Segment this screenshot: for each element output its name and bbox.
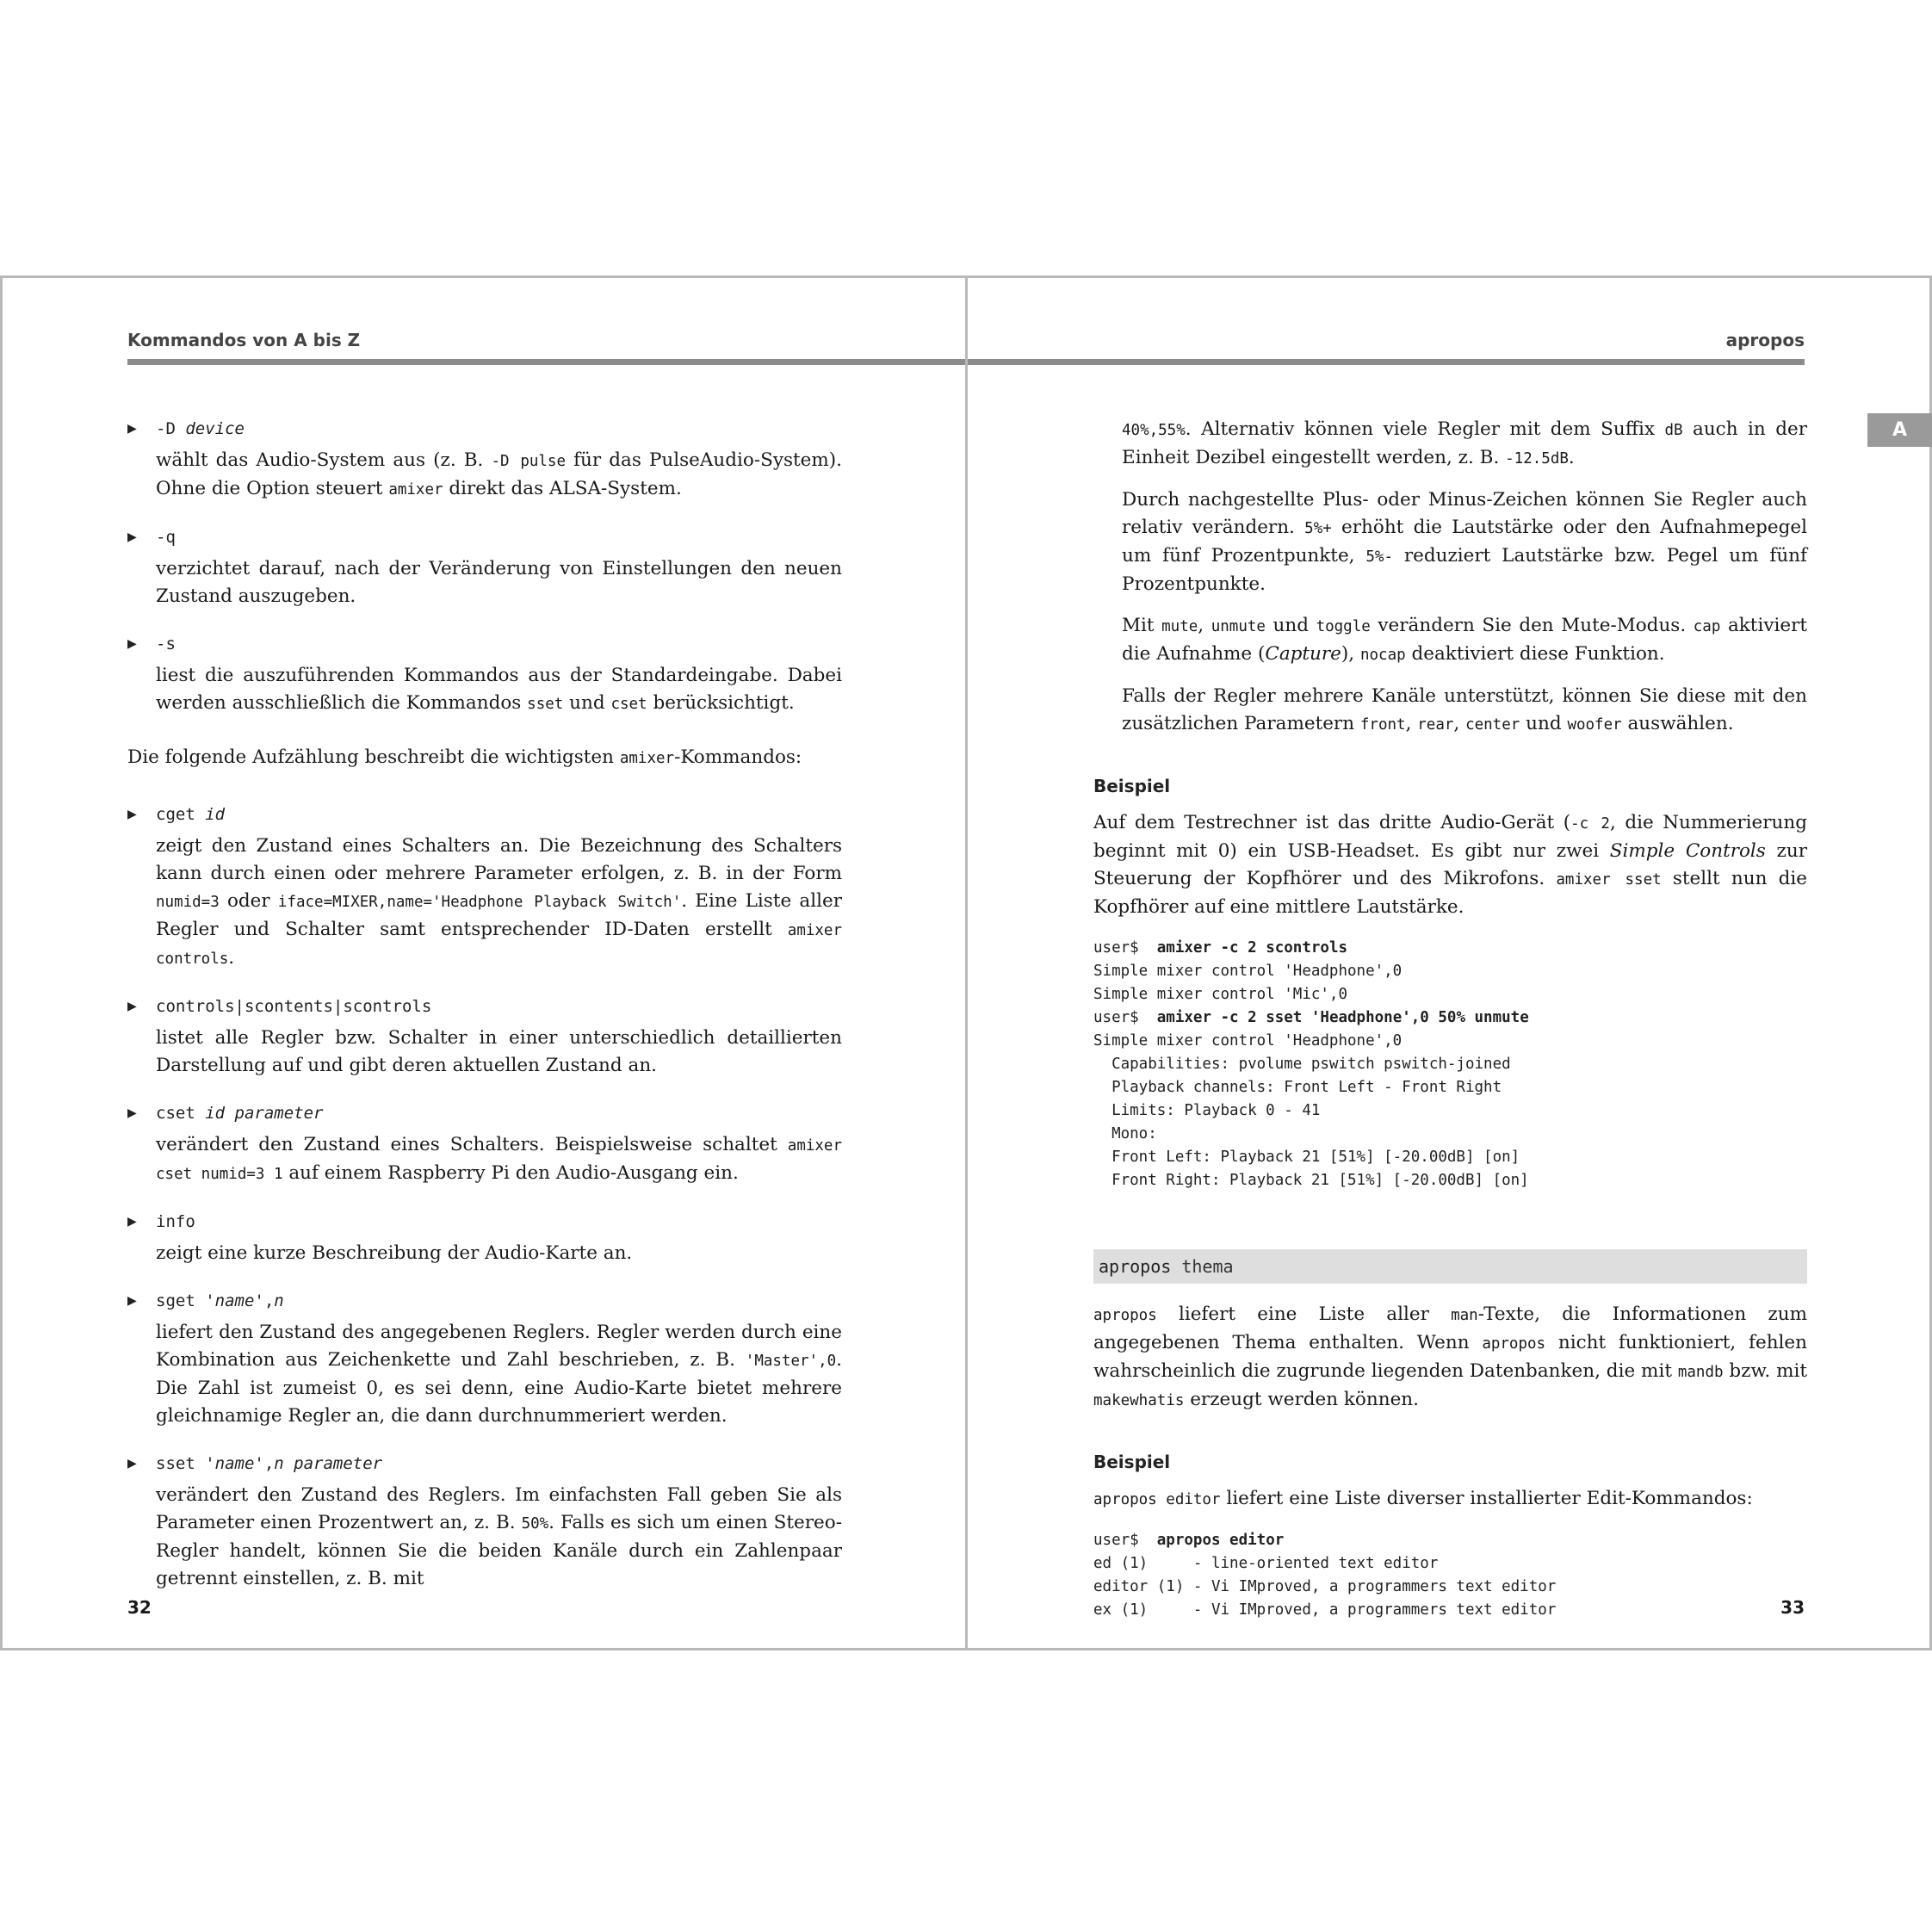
- inline-code: nocap: [1359, 647, 1406, 664]
- example-text: [1093, 809, 1807, 921]
- text-run: liefert eine Liste diverser installierter Edit-Kommandos:: [1220, 1488, 1753, 1509]
- inline-code: 5%-: [1365, 548, 1393, 566]
- left-column: [127, 416, 842, 1613]
- definition-item: [127, 1288, 842, 1430]
- text-run: Die folgende Aufzählung beschreibt die wichtigsten: [127, 746, 620, 768]
- inline-code: unmute: [1211, 618, 1266, 635]
- shell-output: Capabilities: pvolume pswitch pswitch-joined: [1093, 1056, 1511, 1073]
- text-run: , die Nummerierung beginnt mit 0) ein USB-Headset. Es gibt nur zwei: [1093, 812, 1807, 862]
- intro-paragraph: [127, 744, 842, 772]
- text-run: auf einem Raspberry Pi den Audio-Ausgang ein.: [282, 1162, 739, 1184]
- inline-code: makewhatis: [1093, 1392, 1185, 1409]
- inline-code: apropos: [1482, 1335, 1546, 1353]
- bullet-triangle-icon: ▶: [127, 530, 137, 544]
- text-run: zeigt den Zustand eines Schalters an. Die Bezeichnung des Schalters kann durch einen oder mehrere Parameter erfolgen, z. B. in der Form: [156, 835, 842, 884]
- text-run: verzichtet darauf, nach der Veränderung von Einstellungen den neuen Zustand auszugeben.: [156, 558, 842, 607]
- inline-code: amixer: [619, 750, 675, 767]
- bullet-triangle-icon: ▶: [127, 1000, 137, 1013]
- page-number: 32: [127, 1597, 152, 1618]
- shell-output: Front Right: Playback 21 [51%] [-20.00dB] [on]: [1093, 1172, 1529, 1189]
- command-name: apropos: [1099, 1256, 1172, 1277]
- command-description: [1093, 1301, 1807, 1415]
- thumb-index-tab: A: [1867, 413, 1932, 447]
- command-argument: thema: [1181, 1256, 1234, 1277]
- text-run: nicht funktioniert, fehlen wahrscheinlich die zugrunde liegenden Datenbanken, die mit: [1093, 1332, 1807, 1382]
- inline-code: apropos editor: [1093, 1491, 1221, 1508]
- inline-code: numid=3: [156, 894, 220, 911]
- bullet-triangle-icon: ▶: [127, 1294, 137, 1308]
- inline-code: 40%,55%: [1122, 422, 1186, 439]
- inline-code: mandb: [1677, 1364, 1724, 1381]
- emphasis: Simple Controls: [1609, 840, 1766, 862]
- running-header: Kommandos von A bis Z: [127, 330, 361, 350]
- body-paragraph: [1122, 416, 1807, 473]
- page-number: 33: [1780, 1597, 1805, 1618]
- shell-output: ex (1) - Vi IMproved, a programmers text editor: [1093, 1601, 1557, 1619]
- shell-command: amixer -c 2 sset 'Headphone',0 50% unmute: [1156, 1009, 1529, 1026]
- text-run: .: [228, 947, 235, 969]
- text-run: oder: [219, 890, 278, 912]
- text-run: . Alternativ können viele Regler mit dem Suffix: [1185, 418, 1665, 440]
- definition-body: [156, 1319, 842, 1430]
- inline-code: mute: [1161, 618, 1198, 635]
- shell-output: Playback channels: Front Left - Front Right: [1093, 1079, 1502, 1096]
- text-run: für das PulseAudio-System). Ohne die Option steuert: [156, 449, 843, 499]
- bullet-triangle-icon: ▶: [127, 1215, 137, 1229]
- shell-output: Mono:: [1093, 1125, 1157, 1142]
- inline-code: amixer cset numid=3 1: [156, 1137, 842, 1183]
- text-run: auswählen.: [1621, 713, 1734, 734]
- command-title-bar: [1093, 1249, 1807, 1284]
- text-run: listet alle Regler bzw. Schalter in einer unterschiedlich detaillierten Darstellung auf und gibt deren aktuellen Zustand an.: [156, 1027, 842, 1076]
- header-rule: [127, 359, 965, 365]
- right-column: [1093, 416, 1807, 1622]
- text-run: berücksichtigt.: [647, 692, 795, 714]
- text-run: wählt das Audio-System aus (z. B.: [156, 449, 492, 471]
- text-run: Falls der Regler mehrere Kanäle unterstützt, können Sie diese mit den zusätzlichen Parametern: [1122, 685, 1807, 734]
- text-run: verändert den Zustand des Reglers. Im einfachsten Fall geben Sie als Parameter einen Prozentwert an, z. B.: [156, 1484, 842, 1533]
- definition-item: [127, 1209, 842, 1267]
- bullet-triangle-icon: ▶: [127, 808, 137, 821]
- inline-code: iface=MIXER,name='Headphone Playback Switch': [277, 894, 682, 911]
- inline-code: amixer: [388, 481, 443, 498]
- shell-prompt: user$: [1093, 1532, 1157, 1549]
- definition-term: ▶ info: [127, 1209, 842, 1235]
- text-run: auch in der Einheit Dezibel eingestellt werden, z. B.: [1122, 418, 1807, 468]
- running-header: apropos: [1725, 330, 1805, 350]
- definition-term: ▶ controls|scontents|scontrols: [127, 994, 842, 1019]
- text-run: . Eine Liste aller Regler und Schalter samt entsprechender ID-Daten erstellt: [156, 890, 842, 940]
- inline-code: 5%+: [1304, 520, 1332, 537]
- text-run: aktiviert die Aufnahme (: [1122, 615, 1807, 665]
- shell-prompt: user$: [1093, 939, 1157, 957]
- definition-body: [156, 1240, 842, 1267]
- text-run: zur Steuerung der Kopfhörer und des Mikrofons.: [1093, 840, 1807, 889]
- right-page: [965, 276, 1932, 1650]
- definition-item: [127, 1100, 842, 1188]
- shell-output: Simple mixer control 'Mic',0: [1093, 986, 1348, 1003]
- text-run: ,: [1198, 615, 1211, 636]
- emphasis: Capture: [1265, 643, 1341, 665]
- option-list: [127, 416, 842, 718]
- text-run: erzeugt werden können.: [1184, 1389, 1419, 1410]
- text-run: reduziert Lautstärke bzw. Pegel um fünf Prozentpunkte.: [1122, 545, 1807, 595]
- shell-output: editor (1) - Vi IMproved, a programmers text editor: [1093, 1578, 1557, 1595]
- inline-code: cset: [610, 696, 647, 713]
- inline-code: amixer sset: [1556, 871, 1662, 889]
- inline-code: apropos: [1093, 1307, 1157, 1324]
- inline-code: man: [1451, 1307, 1478, 1324]
- definition-item: [127, 802, 842, 973]
- definition-term: ▶ -D device: [127, 416, 842, 442]
- example-heading: Beispiel: [1093, 1452, 1171, 1472]
- text-run: ,: [1453, 713, 1466, 734]
- shell-command: amixer -c 2 scontrols: [1156, 939, 1348, 957]
- text-run: ,: [1405, 713, 1418, 734]
- example-text: [1093, 1485, 1807, 1514]
- text-run: -Texte, die Informationen zum angegebenen Thema enthalten. Wenn: [1093, 1303, 1807, 1353]
- text-run: Auf dem Testrechner ist das dritte Audio-Gerät (: [1093, 812, 1571, 833]
- shell-output: Front Left: Playback 21 [51%] [-20.00dB] [on]: [1093, 1149, 1520, 1166]
- inline-code: -c 2: [1570, 815, 1610, 833]
- header-rule: [968, 359, 1805, 365]
- text-run: bzw. mit: [1723, 1360, 1807, 1382]
- text-run: .: [1568, 447, 1575, 468]
- inline-code: toggle: [1316, 618, 1371, 635]
- text-run: zeigt eine kurze Beschreibung der Audio-Karte an.: [156, 1242, 633, 1264]
- definition-body: [156, 1482, 842, 1593]
- text-run: liefert eine Liste aller: [1156, 1303, 1452, 1325]
- inline-code: -12.5dB: [1505, 450, 1569, 468]
- definition-term: ▶ -q: [127, 524, 842, 550]
- inline-code: rear: [1417, 716, 1454, 734]
- code-listing: [1093, 1529, 1807, 1622]
- inline-code: -D pulse: [491, 453, 567, 470]
- text-run: erhöht die Lautstärke oder den Aufnahmepegel um fünf Prozentpunkte,: [1122, 517, 1807, 567]
- shell-output: Limits: Playback 0 - 41: [1093, 1102, 1321, 1119]
- text-run: und: [1520, 713, 1568, 734]
- text-run: deaktiviert diese Funktion.: [1405, 643, 1665, 665]
- definition-body: [156, 662, 842, 718]
- text-run: Durch nachgestellte Plus- oder Minus-Zeichen können Sie Regler auch relativ verändern.: [1122, 489, 1807, 538]
- text-run: liefert den Zustand des angegebenen Reglers. Regler werden durch eine Kombination aus Zeichenkette und Zahl beschrieben, z. B.: [156, 1322, 842, 1371]
- text-run: direkt das ALSA-System.: [443, 478, 682, 499]
- definition-item: [127, 524, 842, 610]
- inline-code: front: [1359, 716, 1406, 734]
- text-run: liest die auszuführenden Kommandos aus der Standardeingabe. Dabei werden ausschließlich die Kommandos: [156, 665, 842, 714]
- inline-code: amixer controls: [156, 922, 842, 968]
- inline-code: center: [1465, 716, 1520, 734]
- inline-code: woofer: [1567, 716, 1622, 734]
- definition-item: [127, 994, 842, 1080]
- definition-term: ▶ cset id parameter: [127, 1100, 842, 1126]
- definition-body: [156, 1131, 842, 1188]
- text-run: verändern Sie den Mute-Modus.: [1370, 615, 1694, 636]
- bullet-triangle-icon: ▶: [127, 1457, 137, 1471]
- definition-item: [127, 416, 842, 504]
- code-listing: [1093, 937, 1807, 1192]
- command-list: [127, 802, 842, 1593]
- text-run: . Falls es sich um einen Stereo-Regler handelt, können Sie die beiden Kanäle durch ein Zahlenpaar getrennt einstellen, z. B. mit: [156, 1512, 842, 1589]
- body-paragraph: [1122, 612, 1807, 669]
- definition-term: ▶ -s: [127, 631, 842, 657]
- definition-body: [156, 555, 842, 610]
- text-run: -Kommandos:: [674, 746, 802, 768]
- shell-prompt: user$: [1093, 1009, 1157, 1026]
- inline-code: cap: [1693, 618, 1721, 635]
- definition-item: [127, 1451, 842, 1593]
- inline-code: 'Master',0: [745, 1353, 837, 1370]
- definition-term: ▶ sget 'name',n: [127, 1288, 842, 1314]
- shell-output: Simple mixer control 'Headphone',0: [1093, 963, 1403, 980]
- text-run: Mit: [1122, 615, 1162, 636]
- definition-item: [127, 631, 842, 718]
- text-run: verändert den Zustand eines Schalters. Beispielsweise schaltet: [156, 1134, 788, 1155]
- text-run: stellt nun die Kopfhörer auf eine mittlere Lautstärke.: [1093, 868, 1807, 918]
- bullet-triangle-icon: ▶: [127, 422, 137, 436]
- definition-term: ▶ sset 'name',n parameter: [127, 1451, 842, 1477]
- shell-output: Simple mixer control 'Headphone',0: [1093, 1032, 1403, 1050]
- shell-output: ed (1) - line-oriented text editor: [1093, 1555, 1439, 1572]
- inline-code: 50%: [521, 1515, 549, 1533]
- shell-command: apropos editor: [1156, 1532, 1285, 1549]
- definition-body: [156, 833, 842, 973]
- definition-body: [156, 1025, 842, 1080]
- text-run: und: [563, 692, 611, 714]
- body-paragraph: [1122, 486, 1807, 598]
- definition-term: ▶ cget id: [127, 802, 842, 827]
- text-run: . Die Zahl ist zumeist 0, es sei denn, eine Audio-Karte bietet mehrere gleichnamige Regler an, die dann durchnummeriert werden.: [156, 1349, 842, 1427]
- bullet-triangle-icon: ▶: [127, 1106, 137, 1120]
- example-heading: Beispiel: [1093, 776, 1171, 796]
- definition-body: [156, 447, 842, 504]
- continued-paragraphs: [1122, 416, 1807, 739]
- bullet-triangle-icon: ▶: [127, 637, 137, 651]
- left-page: [0, 276, 968, 1650]
- text-run: und: [1265, 615, 1316, 636]
- body-paragraph: [1122, 683, 1807, 739]
- inline-code: dB: [1664, 422, 1683, 439]
- text-run: ),: [1341, 643, 1360, 665]
- inline-code: sset: [527, 696, 564, 713]
